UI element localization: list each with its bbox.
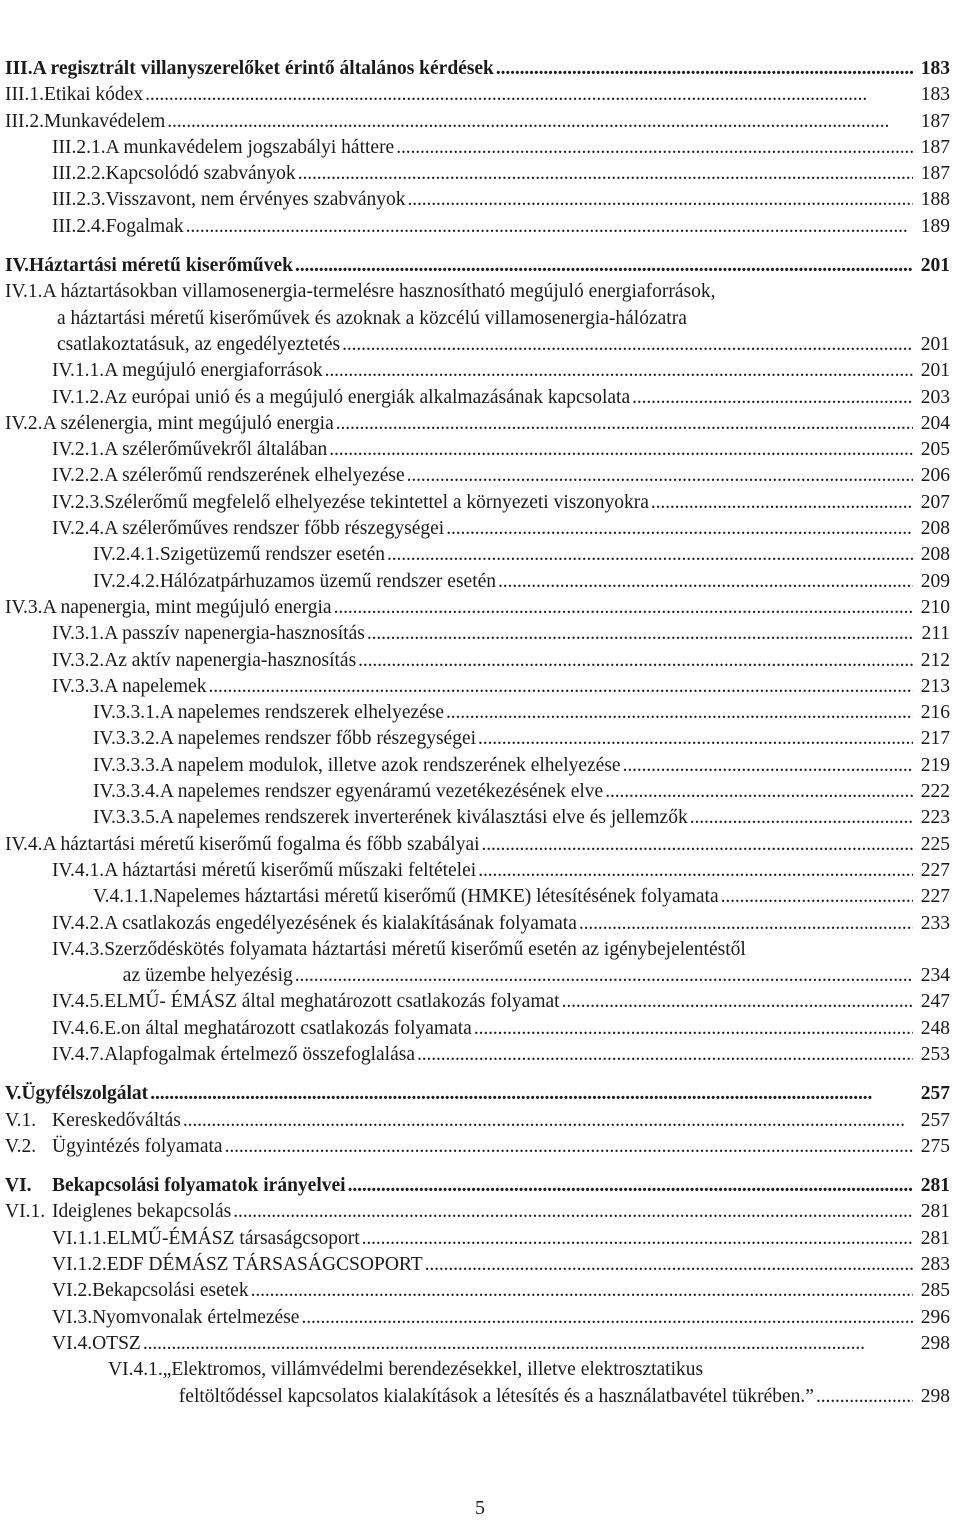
toc-entry-page: 234 — [920, 965, 950, 987]
toc-entry[interactable] — [0, 411, 955, 437]
toc-entry-page: 283 — [920, 1254, 950, 1276]
toc-entry-page: 206 — [920, 465, 950, 487]
toc-entry-page: 222 — [920, 781, 950, 803]
toc-entry[interactable] — [0, 1016, 955, 1042]
toc-entry-title: A napelemes rendszerek elhelyezése — [159, 702, 445, 724]
toc-entry-title: OTSZ — [92, 1332, 141, 1354]
toc-entry-page: 257 — [920, 1109, 950, 1131]
leader-dots — [186, 214, 913, 240]
toc-entry-page: 212 — [920, 649, 950, 671]
toc-entry[interactable] — [0, 1278, 955, 1304]
toc-entry-page: 188 — [920, 189, 950, 211]
toc-entry[interactable] — [0, 1252, 955, 1278]
toc-entry-title: A napenergia, mint megújuló energia — [42, 596, 332, 618]
toc-entry[interactable] — [0, 989, 955, 1015]
leader-dots — [478, 726, 913, 752]
toc-entry-number: IV.3.3.1. — [93, 702, 160, 724]
leader-dots — [336, 411, 913, 437]
toc-entry-title: Hálózatpárhuzamos üzemű rendszer esetén — [159, 570, 497, 592]
toc-entry-page: 233 — [920, 912, 950, 934]
leader-dots — [295, 253, 913, 279]
toc-entry-title-continued: az üzembe helyezésig — [122, 965, 293, 987]
leader-dots — [482, 832, 913, 858]
toc-entry[interactable] — [0, 187, 955, 213]
toc-entry[interactable] — [0, 1042, 955, 1068]
toc-entry-title: A szélerőmű rendszerének elhelyezése — [104, 465, 405, 487]
toc-entry-number: IV.2. — [5, 412, 43, 434]
toc-entry[interactable] — [0, 1173, 955, 1199]
toc-entry-page: 213 — [920, 675, 950, 697]
toc-entry-title: Alapfogalmak értelmező összefoglalása — [104, 1043, 415, 1065]
toc-entry-title: Napelemes háztartási méretű kiserőmű (HMKE) létesítésének folyamata — [153, 886, 719, 908]
toc-entry-number: IV.3.3.3. — [93, 754, 160, 776]
toc-entry-page: 227 — [920, 859, 950, 881]
leader-dots — [446, 700, 913, 726]
toc-entry-number: IV.2.3. — [52, 491, 105, 513]
toc-entry-number: III.2.2. — [52, 163, 106, 185]
toc-entry-title: Ügyintézés folyamata — [52, 1135, 223, 1157]
toc-entry-page: 285 — [920, 1280, 950, 1302]
toc-entry-number: VI.1. — [5, 1201, 46, 1223]
toc-entry-title: A háztartási méretű kiserőmű műszaki feltételei — [104, 859, 477, 881]
toc-entry-title: A napelemes rendszer egyenáramú vezetékezésének elve — [159, 781, 604, 803]
toc-entry[interactable] — [0, 674, 955, 700]
leader-dots — [474, 1016, 913, 1042]
toc-entry-number: IV.3. — [5, 596, 43, 618]
toc-entry-page: 201 — [920, 255, 950, 277]
toc-entry-page: 247 — [920, 991, 950, 1013]
toc-entry-title: Szerződéskötés folyamata háztartási méretű kiserőmű esetén az igénybejelentéstől — [104, 938, 746, 960]
toc-entry-title: A szélenergia, mint megújuló energia — [42, 412, 334, 434]
toc-entry-number: IV.1.1. — [52, 360, 105, 382]
toc-entry-title: ELMŰ- ÉMÁSZ által meghatározott csatlakozás folyamat — [104, 991, 560, 1013]
toc-entry-title: Visszavont, nem érvényes szabványok — [105, 189, 406, 211]
toc-entry[interactable] — [0, 911, 955, 937]
toc-entry-title: A megújuló energiaforrások — [104, 360, 323, 382]
leader-dots — [407, 463, 913, 489]
leader-dots — [183, 1108, 913, 1134]
toc-entry[interactable] — [0, 437, 955, 463]
toc-entry[interactable] — [0, 214, 955, 240]
toc-entry[interactable] — [0, 516, 955, 542]
toc-entry[interactable] — [0, 1134, 955, 1160]
toc-entry-page: 201 — [920, 333, 950, 355]
leader-dots — [145, 82, 913, 108]
toc-entry-page: 183 — [920, 84, 950, 106]
leader-dots — [301, 1305, 913, 1331]
toc-entry[interactable] — [0, 358, 955, 384]
toc-entry-title: A regisztrált villanyszerelőket érintő általános kérdések — [32, 58, 494, 79]
toc-entry-page: 223 — [920, 807, 950, 829]
toc-entry-title: Az aktív napenergia-hasznosítás — [104, 649, 357, 671]
toc-entry-number: IV.3.2. — [52, 649, 105, 671]
toc-entry-title-continued: csatlakoztatásuk, az engedélyeztetés — [57, 333, 341, 355]
toc-entry-title: E.on által meghatározott csatlakozás folyamata — [104, 1017, 472, 1039]
toc-entry-title: Szélerőmű megfelelő elhelyezése tekintettel a környezeti viszonyokra — [104, 491, 649, 513]
toc-entry-page: 208 — [920, 544, 950, 566]
toc-entry-title: A szélerőműves rendszer főbb részegységei — [104, 518, 445, 540]
toc-entry-title: A háztartási méretű kiserőmű fogalma és főbb szabályai — [42, 833, 480, 855]
toc-entry-title: A napelem modulok, illetve azok rendszerének elhelyezése — [159, 754, 621, 776]
toc-entry-page: 275 — [920, 1135, 950, 1157]
toc-entry-page: 205 — [920, 439, 950, 461]
toc-entry-title: A háztartásokban villamosenergia-termelésre hasznosítható megújuló energiaforrások, — [42, 281, 716, 303]
leader-dots — [334, 595, 913, 621]
toc-entry[interactable] — [0, 726, 955, 752]
leader-dots — [251, 1278, 913, 1304]
toc-entry-title-continued: feltöltődéssel kapcsolatos kialakítások a létesítés és a használatbavétel tükrében.” — [178, 1385, 814, 1407]
toc-entry-page: 219 — [920, 754, 950, 776]
toc-entry[interactable] — [0, 1199, 955, 1225]
leader-dots — [167, 109, 913, 135]
toc-entry-number: VI.1.1. — [52, 1227, 107, 1249]
leader-dots — [396, 135, 913, 161]
toc-entry-number: III.2.3. — [52, 189, 106, 211]
toc-entry-title: Kapcsolódó szabványok — [105, 163, 296, 185]
leader-dots — [651, 490, 913, 516]
toc-entry-title: EDF DÉMÁSZ TÁRSASÁGCSOPORT — [106, 1254, 423, 1276]
toc-entry-number: IV.3.3.5. — [93, 807, 160, 829]
toc-entry-title: A napelemes rendszerek inverterének kiválasztási elve és jellemzők — [159, 807, 688, 829]
leader-dots — [632, 385, 913, 411]
toc-entry-title: Az európai unió és a megújuló energiák alkalmazásának kapcsolata — [104, 386, 631, 408]
toc-entry-page: 253 — [920, 1043, 950, 1065]
toc-entry[interactable] — [0, 858, 955, 884]
toc-entry-number: IV.4.5. — [52, 991, 105, 1013]
toc-entry-title: Fogalmak — [105, 215, 184, 237]
toc-entry-page: 210 — [920, 596, 950, 618]
toc-entry-page: 187 — [920, 136, 950, 158]
toc-entry-number: VI.1.2. — [52, 1254, 107, 1276]
leader-dots — [446, 516, 913, 542]
leader-dots — [150, 1081, 913, 1107]
toc-entry[interactable] — [0, 82, 955, 108]
toc-entry-title-continued: a háztartási méretű kiserőművek és azoknak a közcélú villamosenergia-hálózatra — [57, 307, 687, 329]
toc-entry-number: VI.2. — [52, 1280, 93, 1302]
leader-dots — [367, 621, 913, 647]
toc-entry-page: 296 — [920, 1306, 950, 1328]
toc-entry[interactable] — [0, 569, 955, 595]
toc-entry-title: Háztartási méretű kiserőművek — [29, 255, 293, 277]
toc-entry-number: IV.1.2. — [52, 386, 105, 408]
toc-entry-page: 217 — [920, 728, 950, 750]
toc-entry-number: IV.2.4.1. — [93, 544, 160, 566]
toc-entry[interactable] — [0, 884, 955, 910]
leader-dots — [295, 963, 913, 989]
leader-dots — [348, 1173, 913, 1199]
toc-entry-page: 201 — [920, 360, 950, 382]
toc-entry[interactable] — [0, 490, 955, 516]
toc-entry-number: IV.3.3. — [52, 675, 105, 697]
leader-dots — [408, 187, 913, 213]
leader-dots — [233, 1199, 913, 1225]
toc-entry-title: Bekapcsolási esetek — [92, 1280, 249, 1302]
toc-entry[interactable] — [0, 595, 955, 621]
toc-entry-number: VI. — [5, 1175, 32, 1197]
leader-dots — [342, 332, 913, 358]
toc-entry-number: IV.4.2. — [52, 912, 105, 934]
toc-entry[interactable] — [0, 1108, 955, 1134]
leader-dots — [498, 569, 913, 595]
toc-entry-title: Szigetüzemű rendszer esetén — [159, 544, 386, 566]
toc-entry-number: VI.4. — [52, 1332, 93, 1354]
leader-dots — [325, 358, 913, 384]
toc-entry-page: 281 — [920, 1201, 950, 1223]
toc-entry-number: IV.4. — [5, 833, 43, 855]
table-of-contents — [0, 56, 960, 1410]
leader-dots — [298, 161, 913, 187]
toc-entry-page: 248 — [920, 1017, 950, 1039]
toc-entry-page: 227 — [920, 886, 950, 908]
toc-entry-page: 204 — [920, 412, 950, 434]
toc-entry-page: 281 — [920, 1175, 950, 1197]
toc-entry[interactable] — [0, 253, 955, 279]
toc-entry-number: IV.3.3.4. — [93, 781, 160, 803]
toc-entry-page: 209 — [920, 570, 950, 592]
toc-entry-title: Bekapcsolási folyamatok irányelvei — [52, 1175, 346, 1197]
toc-entry[interactable] — [0, 109, 955, 135]
leader-dots — [605, 779, 913, 805]
toc-entry-page: 298 — [920, 1332, 950, 1354]
toc-entry-title: Ügyfélszolgálat — [21, 1083, 149, 1105]
toc-entry[interactable] — [0, 135, 955, 161]
toc-entry-page: 207 — [920, 491, 950, 513]
toc-entry-number: IV.2.4.2. — [93, 570, 160, 592]
leader-dots — [721, 884, 913, 910]
toc-entry[interactable] — [0, 805, 955, 831]
toc-entry[interactable] — [0, 937, 955, 990]
toc-entry[interactable] — [0, 621, 955, 647]
toc-entry-number: IV.3.1. — [52, 623, 105, 645]
toc-entry-page: 298 — [920, 1385, 950, 1407]
leader-dots — [816, 1384, 913, 1410]
toc-entry[interactable] — [0, 279, 955, 358]
toc-entry-number: IV.1. — [5, 281, 43, 303]
toc-entry[interactable] — [0, 1331, 955, 1357]
toc-entry-number: VI.3. — [52, 1306, 93, 1328]
leader-dots — [562, 989, 913, 1015]
toc-entry[interactable] — [0, 1226, 955, 1252]
toc-entry-title: ELMŰ-ÉMÁSZ társaságcsoport — [106, 1227, 360, 1249]
toc-entry-number: V.1. — [5, 1109, 37, 1131]
leader-dots — [362, 1226, 913, 1252]
toc-entry-page: 187 — [920, 163, 950, 185]
toc-entry[interactable] — [0, 832, 955, 858]
toc-entry-number: IV.2.2. — [52, 465, 105, 487]
toc-entry[interactable] — [0, 1081, 955, 1107]
toc-entry-page: 216 — [920, 702, 950, 724]
leader-dots — [387, 542, 913, 568]
toc-entry-number: IV.2.4. — [52, 518, 105, 540]
toc-entry-title: Kereskedőváltás — [52, 1109, 181, 1131]
toc-entry-title: A munkavédelem jogszabályi háttere — [105, 136, 395, 158]
leader-dots — [143, 1331, 913, 1357]
toc-entry-number: III.1. — [5, 84, 44, 106]
toc-entry-title: „Elektromos, villámvédelmi berendezésekkel, illetve elektrosztatikus — [162, 1359, 704, 1381]
toc-entry-title: Ideiglenes bekapcsolás — [52, 1201, 232, 1223]
toc-entry-page: 281 — [920, 1227, 950, 1249]
toc-entry[interactable] — [0, 1357, 955, 1410]
toc-entry-number: III. — [5, 58, 33, 79]
toc-entry-page: 211 — [921, 623, 950, 645]
leader-dots — [623, 753, 913, 779]
toc-entry-page: 225 — [920, 833, 950, 855]
toc-entry-title: Nyomvonalak értelmezése — [92, 1306, 300, 1328]
toc-entry-title: A napelemes rendszer főbb részegységei — [159, 728, 477, 750]
toc-entry-number: IV.4.6. — [52, 1017, 105, 1039]
leader-dots — [358, 648, 913, 674]
toc-entry[interactable] — [0, 700, 955, 726]
leader-dots — [417, 1042, 913, 1068]
toc-entry-page: 208 — [920, 518, 950, 540]
toc-entry-title: Etikai kódex — [43, 84, 144, 106]
leader-dots — [478, 858, 913, 884]
toc-entry[interactable] — [0, 56, 955, 82]
toc-entry-page: 203 — [920, 386, 950, 408]
toc-entry-number: V.2. — [5, 1135, 37, 1157]
toc-entry-page: 257 — [920, 1083, 950, 1105]
toc-entry-page: 183 — [920, 58, 950, 79]
toc-entry[interactable] — [0, 385, 955, 411]
toc-entry[interactable] — [0, 648, 955, 674]
toc-entry-number: IV. — [5, 255, 30, 277]
toc-entry-page: 187 — [920, 110, 950, 132]
toc-entry-page: 189 — [920, 215, 950, 237]
toc-entry[interactable] — [0, 542, 955, 568]
toc-entry-title: A csatlakozás engedélyezésének és kialakításának folyamata — [104, 912, 577, 934]
toc-entry[interactable] — [0, 779, 955, 805]
leader-dots — [329, 437, 913, 463]
toc-entry[interactable] — [0, 161, 955, 187]
toc-entry-title: A szélerőművekről általában — [104, 439, 328, 461]
leader-dots — [425, 1252, 913, 1278]
toc-entry-number: V.4.1.1. — [93, 886, 154, 908]
leader-dots — [496, 56, 913, 82]
toc-entry-number: III.2.4. — [52, 215, 106, 237]
toc-entry-title: A passzív napenergia-hasznosítás — [104, 623, 365, 645]
toc-entry-number: III.2.1. — [52, 136, 106, 158]
toc-entry-number: IV.4.1. — [52, 859, 105, 881]
toc-entry-number: IV.4.3. — [52, 938, 105, 960]
leader-dots — [209, 674, 913, 700]
toc-entry-number: VI.4.1. — [108, 1359, 163, 1381]
toc-entry[interactable] — [0, 753, 955, 779]
leader-dots — [690, 805, 913, 831]
page-number: 5 — [475, 1497, 485, 1519]
toc-entry-number: IV.3.3.2. — [93, 728, 160, 750]
toc-entry[interactable] — [0, 463, 955, 489]
toc-entry-number: V. — [5, 1083, 22, 1105]
toc-entry-title: Munkavédelem — [43, 110, 166, 132]
toc-entry-title: A napelemek — [104, 675, 207, 697]
toc-entry-number: III.2. — [5, 110, 44, 132]
leader-dots — [225, 1134, 913, 1160]
toc-entry[interactable] — [0, 1305, 955, 1331]
leader-dots — [579, 911, 913, 937]
toc-entry-number: IV.2.1. — [52, 439, 105, 461]
toc-entry-number: IV.4.7. — [52, 1043, 105, 1065]
